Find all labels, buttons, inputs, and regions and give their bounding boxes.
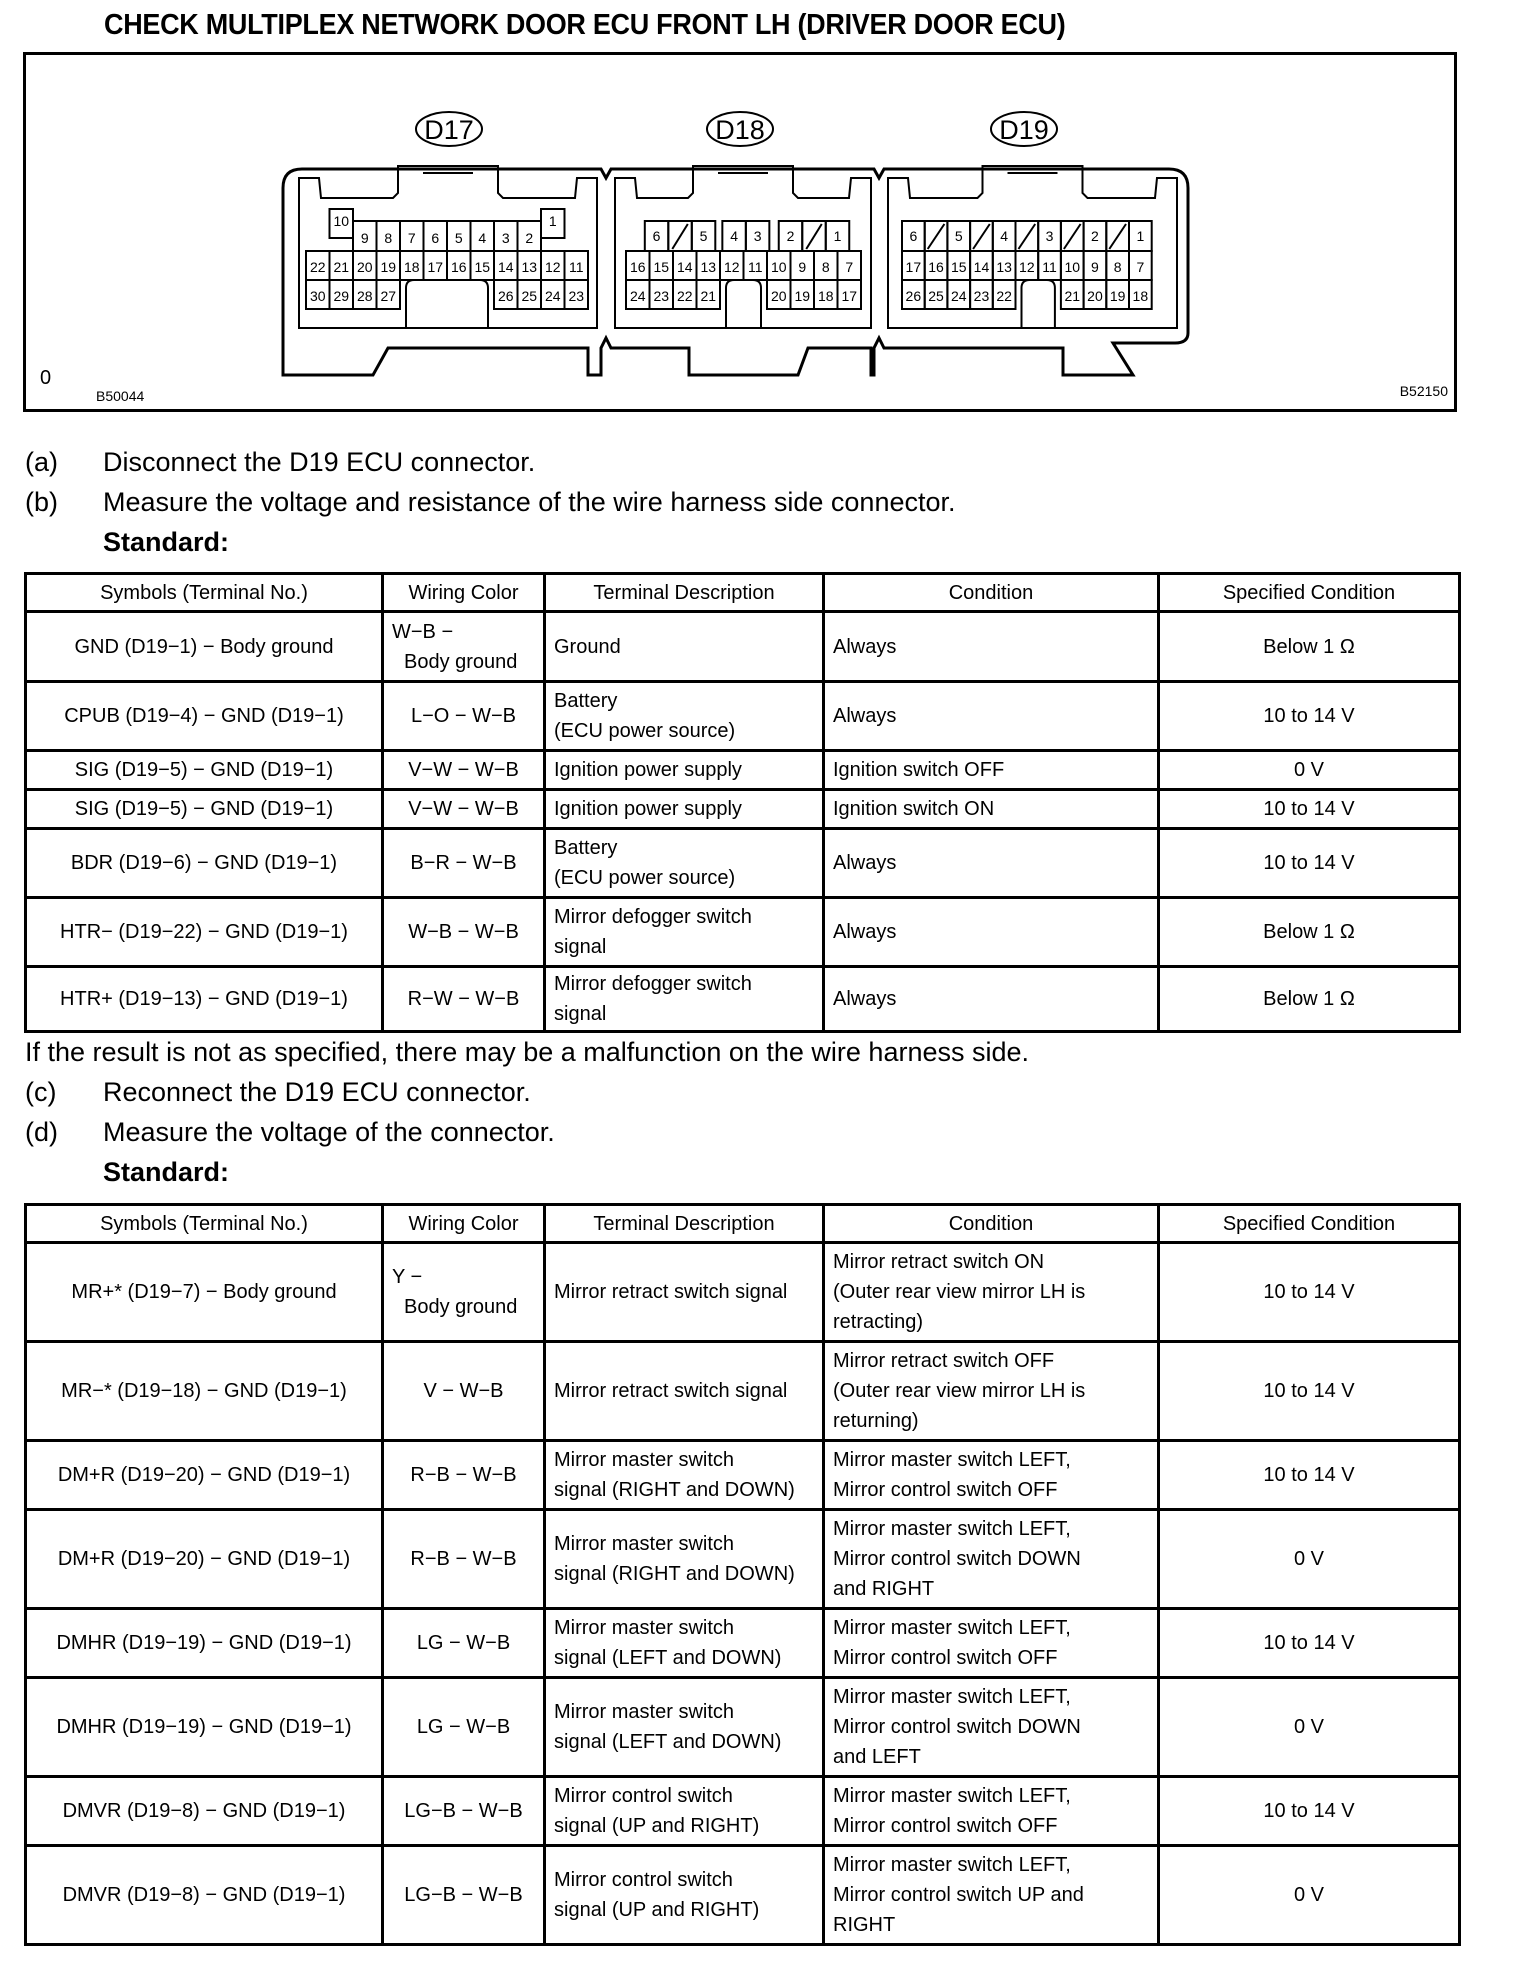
cell-condition-line: Mirror master switch LEFT, bbox=[833, 1617, 1071, 1639]
cell-condition-line: Always bbox=[833, 988, 897, 1010]
cell-condition-line: Mirror control switch DOWN bbox=[833, 1716, 1081, 1738]
pin-number: 8 bbox=[821, 259, 830, 275]
pin-number: 23 bbox=[973, 288, 990, 304]
pin-number: 29 bbox=[333, 288, 350, 304]
cell-condition-line: Mirror retract switch ON bbox=[833, 1251, 1045, 1273]
pin-number: 9 bbox=[798, 259, 807, 275]
cell-condition-line: Always bbox=[833, 635, 897, 658]
pin-number: 11 bbox=[568, 259, 584, 275]
cell-symbol: DMVR (D19−8) − GND (D19−1) bbox=[26, 1846, 383, 1945]
cell-specified-condition: 10 to 14 V bbox=[1159, 829, 1460, 898]
table-row bbox=[26, 829, 1460, 898]
pin-number: 13 bbox=[521, 259, 538, 275]
pin-number: 5 bbox=[699, 228, 708, 244]
spec-table-voltage bbox=[24, 1203, 1461, 1946]
cell-wiring-color bbox=[383, 829, 545, 898]
cell-terminal-description bbox=[545, 1243, 824, 1342]
pin-number: 16 bbox=[928, 259, 944, 275]
pin-number: 23 bbox=[568, 288, 585, 304]
cell-terminal-description-line: signal bbox=[554, 1003, 607, 1025]
cell-wiring-color-line: V−W − W−B bbox=[408, 759, 519, 781]
cell-condition bbox=[824, 1678, 1159, 1777]
cell-condition-line: Mirror master switch LEFT, bbox=[833, 1449, 1071, 1471]
header-symbols: Symbols (Terminal No.) bbox=[26, 1205, 383, 1243]
table-row bbox=[26, 682, 1460, 751]
pin-number: 22 bbox=[996, 288, 1012, 304]
pin-number: 17 bbox=[427, 259, 444, 275]
cell-condition-line: Always bbox=[833, 852, 897, 874]
cell-terminal-description-line: signal (RIGHT and DOWN) bbox=[554, 1479, 795, 1501]
cell-symbol: CPUB (D19−4) − GND (D19−1) bbox=[26, 682, 383, 751]
cell-symbol: DM+R (D19−20) − GND (D19−1) bbox=[26, 1441, 383, 1510]
pin-number: 16 bbox=[629, 259, 646, 275]
pin-number: 6 bbox=[431, 230, 440, 246]
blank-cavity-slash bbox=[1064, 224, 1081, 249]
cell-wiring-color bbox=[383, 967, 545, 1032]
cell-condition-line: Mirror master switch LEFT, bbox=[833, 1785, 1071, 1807]
page-title: CHECK MULTIPLEX NETWORK DOOR ECU FRONT LH (DRIVER DOOR ECU) bbox=[104, 9, 1066, 41]
key-notch bbox=[1022, 280, 1055, 328]
header-terminal-description: Terminal Description bbox=[545, 1205, 824, 1243]
pin-number: 27 bbox=[380, 288, 397, 304]
pin-number: 30 bbox=[309, 288, 326, 304]
cell-condition-line: Mirror control switch OFF bbox=[833, 1479, 1058, 1501]
header-specified-condition: Specified Condition bbox=[1159, 574, 1460, 612]
header-terminal-description: Terminal Description bbox=[545, 574, 824, 612]
cell-condition bbox=[824, 682, 1159, 751]
cell-condition-line: Always bbox=[833, 921, 897, 943]
cell-symbol: DMHR (D19−19) − GND (D19−1) bbox=[26, 1678, 383, 1777]
pin-number: 15 bbox=[950, 259, 967, 275]
pin-number: 2 bbox=[1091, 228, 1099, 244]
cell-specified-condition: Below 1 Ω bbox=[1159, 967, 1460, 1032]
pin-number: 3 bbox=[753, 228, 762, 244]
cell-terminal-description-line: (ECU power source) bbox=[554, 720, 736, 742]
connector-drawing bbox=[3, 3, 1520, 423]
cell-wiring-color-line: LG−B − W−B bbox=[404, 1800, 523, 1822]
cell-wiring-color-line: R−B − W−B bbox=[410, 1464, 517, 1486]
table-row bbox=[26, 1609, 1460, 1678]
cell-condition bbox=[824, 1510, 1159, 1609]
table-row bbox=[26, 1777, 1460, 1846]
cell-wiring-color-line: V − W−B bbox=[423, 1380, 504, 1402]
cell-wiring-color bbox=[383, 1510, 545, 1609]
pin-number: 4 bbox=[478, 230, 487, 246]
pin-number: 22 bbox=[309, 259, 326, 275]
cell-terminal-description-line: Mirror master switch bbox=[554, 1617, 735, 1639]
blank-cavity-slash bbox=[672, 224, 688, 249]
table-row bbox=[26, 967, 1460, 1032]
step-text: Measure the voltage and resistance of the wire harness side connector. bbox=[103, 487, 956, 517]
header-symbols: Symbols (Terminal No.) bbox=[26, 574, 383, 612]
cell-terminal-description-line: signal (LEFT and DOWN) bbox=[554, 1731, 782, 1753]
pin-number: 20 bbox=[770, 288, 787, 304]
cell-wiring-color bbox=[383, 751, 545, 790]
cell-terminal-description-line: Mirror defogger switch bbox=[554, 973, 752, 995]
pin-number: 19 bbox=[1109, 288, 1126, 304]
cell-specified-condition: 10 to 14 V bbox=[1159, 1243, 1460, 1342]
cell-terminal-description-line: signal (LEFT and DOWN) bbox=[554, 1647, 782, 1669]
cell-terminal-description bbox=[545, 1441, 824, 1510]
standard-heading-1: Standard: bbox=[103, 527, 230, 557]
pin-number: 8 bbox=[1113, 259, 1122, 275]
cell-condition bbox=[824, 751, 1159, 790]
cell-terminal-description bbox=[545, 751, 824, 790]
step-c bbox=[25, 1077, 531, 1108]
step-label: (b) bbox=[25, 487, 58, 517]
cell-condition bbox=[824, 1609, 1159, 1678]
pin-number: 2 bbox=[786, 228, 795, 244]
blank-cavity-slash bbox=[806, 224, 822, 249]
cell-terminal-description bbox=[545, 612, 824, 682]
step-label: (d) bbox=[25, 1117, 58, 1147]
cell-condition-line: Mirror retract switch OFF bbox=[833, 1350, 1055, 1372]
cell-terminal-description-line: Ignition power supply bbox=[554, 798, 742, 820]
pin-number: 6 bbox=[652, 228, 661, 244]
cell-condition bbox=[824, 829, 1159, 898]
cell-wiring-color bbox=[383, 1846, 545, 1945]
step-d bbox=[25, 1117, 555, 1148]
table-row bbox=[26, 1441, 1460, 1510]
figure-code-right: B52150 bbox=[1399, 383, 1448, 399]
cell-condition bbox=[824, 612, 1159, 682]
cell-condition-line: and RIGHT bbox=[833, 1578, 935, 1600]
cell-condition bbox=[824, 1777, 1159, 1846]
cell-condition-line: Ignition switch ON bbox=[833, 798, 995, 820]
pin-number: 15 bbox=[653, 259, 670, 275]
cell-condition-line: Mirror master switch LEFT, bbox=[833, 1686, 1071, 1708]
key-notch bbox=[726, 280, 761, 328]
cell-condition-line: retracting) bbox=[833, 1311, 924, 1333]
pin-number: 14 bbox=[497, 259, 514, 275]
cell-terminal-description-line: Mirror retract switch signal bbox=[554, 1380, 788, 1402]
cell-terminal-description-line: Mirror defogger switch bbox=[554, 906, 752, 928]
cell-terminal-description bbox=[545, 1777, 824, 1846]
cell-wiring-color-line: W−B − bbox=[392, 620, 454, 643]
table-row bbox=[26, 790, 1460, 829]
cell-condition bbox=[824, 790, 1159, 829]
cell-condition bbox=[824, 1846, 1159, 1945]
pin-number: 21 bbox=[1064, 288, 1081, 304]
cell-terminal-description-line: Mirror retract switch signal bbox=[554, 1281, 788, 1303]
cell-terminal-description bbox=[545, 1609, 824, 1678]
cell-condition-line: Mirror master switch LEFT, bbox=[833, 1518, 1071, 1540]
cell-terminal-description bbox=[545, 829, 824, 898]
cell-wiring-color bbox=[383, 790, 545, 829]
cell-terminal-description bbox=[545, 967, 824, 1032]
cell-condition-line: (Outer rear view mirror LH is bbox=[833, 1281, 1086, 1303]
cell-specified-condition: Below 1 Ω bbox=[1159, 898, 1460, 967]
pin-number: 22 bbox=[676, 288, 693, 304]
cell-terminal-description bbox=[545, 1342, 824, 1441]
header-condition: Condition bbox=[824, 574, 1159, 612]
cell-symbol: MR+* (D19−7) − Body ground bbox=[26, 1243, 383, 1342]
pin-number: 2 bbox=[525, 230, 534, 246]
cell-wiring-color-line: Body ground bbox=[404, 650, 518, 673]
pin-number: 24 bbox=[950, 288, 967, 304]
cell-wiring-color-line: LG−B − W−B bbox=[404, 1884, 523, 1906]
pin-number: 25 bbox=[521, 288, 538, 304]
pin-number: 23 bbox=[653, 288, 670, 304]
cell-condition bbox=[824, 1441, 1159, 1510]
cell-wiring-color bbox=[383, 1441, 545, 1510]
pin-number: 11 bbox=[1042, 259, 1057, 275]
pin-number: 21 bbox=[333, 259, 350, 275]
cell-terminal-description bbox=[545, 898, 824, 967]
cell-wiring-color-line: R−W − W−B bbox=[407, 988, 520, 1010]
corner-mark: 0 bbox=[40, 367, 52, 389]
pin-number: 19 bbox=[380, 259, 397, 275]
pin-number: 10 bbox=[770, 259, 787, 275]
pin-number: 20 bbox=[1087, 288, 1103, 304]
cell-symbol: HTR+ (D19−13) − GND (D19−1) bbox=[26, 967, 383, 1032]
pin-number: 18 bbox=[403, 259, 420, 275]
cell-specified-condition: 10 to 14 V bbox=[1159, 1342, 1460, 1441]
cell-wiring-color bbox=[383, 682, 545, 751]
pin-number: 1 bbox=[548, 213, 557, 229]
step-text: Disconnect the D19 ECU connector. bbox=[103, 447, 536, 477]
pin-number: 1 bbox=[833, 228, 842, 244]
cell-wiring-color-line: V−W − W−B bbox=[408, 798, 519, 820]
pin-number: 4 bbox=[1000, 228, 1009, 244]
cell-terminal-description bbox=[545, 1510, 824, 1609]
pin-number: 10 bbox=[333, 213, 350, 229]
figure-code-left: B50044 bbox=[96, 388, 145, 404]
pin-number: 10 bbox=[1064, 259, 1081, 275]
cell-wiring-color-line: R−B − W−B bbox=[410, 1548, 517, 1570]
pin-number: 7 bbox=[845, 259, 854, 275]
pin-number: 19 bbox=[794, 288, 811, 304]
table-row bbox=[26, 898, 1460, 967]
cell-condition bbox=[824, 1342, 1159, 1441]
cell-terminal-description bbox=[545, 1678, 824, 1777]
cell-wiring-color bbox=[383, 1342, 545, 1441]
table-row bbox=[26, 1342, 1460, 1441]
cell-condition bbox=[824, 898, 1159, 967]
pin-number: 12 bbox=[544, 259, 561, 275]
cell-symbol: HTR− (D19−22) − GND (D19−1) bbox=[26, 898, 383, 967]
pin-number: 26 bbox=[905, 288, 922, 304]
pin-number: 7 bbox=[407, 230, 416, 246]
connector-label: D19 bbox=[999, 115, 1049, 145]
table-row bbox=[26, 1678, 1460, 1777]
cell-specified-condition: 10 to 14 V bbox=[1159, 1441, 1460, 1510]
cell-terminal-description bbox=[545, 1846, 824, 1945]
step-label: (a) bbox=[25, 447, 58, 477]
cell-terminal-description-line: Mirror master switch bbox=[554, 1701, 735, 1723]
cell-symbol: GND (D19−1) − Body ground bbox=[26, 612, 383, 682]
cell-symbol: DMVR (D19−8) − GND (D19−1) bbox=[26, 1777, 383, 1846]
pin-number: 6 bbox=[909, 228, 918, 244]
cell-terminal-description-line: signal bbox=[554, 936, 607, 958]
cell-wiring-color-line: Body ground bbox=[404, 1296, 518, 1318]
step-label: (c) bbox=[25, 1077, 57, 1107]
cell-symbol: BDR (D19−6) − GND (D19−1) bbox=[26, 829, 383, 898]
step-text: Reconnect the D19 ECU connector. bbox=[103, 1077, 531, 1107]
cell-terminal-description-line: Ground bbox=[554, 635, 621, 658]
cell-symbol: SIG (D19−5) − GND (D19−1) bbox=[26, 751, 383, 790]
cell-terminal-description-line: Mirror control switch bbox=[554, 1869, 733, 1891]
cell-wiring-color-line: B−R − W−B bbox=[410, 852, 517, 874]
cell-terminal-description-line: signal (RIGHT and DOWN) bbox=[554, 1563, 795, 1585]
cell-specified-condition: 10 to 14 V bbox=[1159, 682, 1460, 751]
cell-terminal-description-line: Mirror master switch bbox=[554, 1449, 735, 1471]
pin-number: 17 bbox=[841, 288, 858, 304]
cell-condition-line: Mirror control switch OFF bbox=[833, 1815, 1058, 1837]
pin-number: 26 bbox=[497, 288, 514, 304]
cell-specified-condition: 0 V bbox=[1159, 1510, 1460, 1609]
pin-number: 21 bbox=[700, 288, 717, 304]
cell-condition-line: returning) bbox=[833, 1410, 919, 1432]
header-wiring-color: Wiring Color bbox=[383, 574, 545, 612]
cell-terminal-description-line: Battery bbox=[554, 837, 618, 859]
result-note: If the result is not as specified, there may be a malfunction on the wire harness side. bbox=[25, 1037, 1030, 1067]
step-b bbox=[25, 487, 956, 518]
cell-wiring-color-line: LG − W−B bbox=[416, 1632, 511, 1654]
cell-wiring-color bbox=[383, 1678, 545, 1777]
header-wiring-color: Wiring Color bbox=[383, 1205, 545, 1243]
blank-cavity-slash bbox=[1109, 224, 1126, 249]
cell-specified-condition: 0 V bbox=[1159, 751, 1460, 790]
cell-specified-condition: 0 V bbox=[1159, 1678, 1460, 1777]
pin-number: 16 bbox=[450, 259, 467, 275]
cell-symbol: DM+R (D19−20) − GND (D19−1) bbox=[26, 1510, 383, 1609]
cell-terminal-description-line: Mirror control switch bbox=[554, 1785, 733, 1807]
standard-heading-2: Standard: bbox=[103, 1157, 230, 1187]
cell-terminal-description-line: Mirror master switch bbox=[554, 1533, 735, 1555]
cell-wiring-color bbox=[383, 1777, 545, 1846]
cell-specified-condition: 10 to 14 V bbox=[1159, 790, 1460, 829]
pin-number: 1 bbox=[1136, 228, 1145, 244]
pin-number: 12 bbox=[723, 259, 740, 275]
pin-number: 25 bbox=[928, 288, 944, 304]
pin-number: 11 bbox=[747, 259, 763, 275]
pin-number: 20 bbox=[356, 259, 373, 275]
cell-condition-line: Mirror control switch UP and bbox=[833, 1884, 1084, 1906]
pin-number: 8 bbox=[384, 230, 393, 246]
cell-condition-line: Mirror master switch LEFT, bbox=[833, 1854, 1071, 1876]
pin-number: 7 bbox=[1136, 259, 1145, 275]
cell-condition-line: Mirror control switch DOWN bbox=[833, 1548, 1081, 1570]
pin-number: 5 bbox=[954, 228, 963, 244]
cell-terminal-description-line: signal (UP and RIGHT) bbox=[554, 1899, 760, 1921]
table-row bbox=[26, 612, 1460, 682]
pin-number: 3 bbox=[501, 230, 510, 246]
cell-condition-line: Mirror control switch OFF bbox=[833, 1647, 1058, 1669]
pin-number: 13 bbox=[700, 259, 717, 275]
pin-number: 18 bbox=[817, 288, 834, 304]
cell-condition bbox=[824, 967, 1159, 1032]
pin-number: 12 bbox=[1019, 259, 1035, 275]
pin-number: 24 bbox=[544, 288, 561, 304]
cell-symbol: DMHR (D19−19) − GND (D19−1) bbox=[26, 1609, 383, 1678]
table-row bbox=[26, 1846, 1460, 1945]
cell-specified-condition: 10 to 14 V bbox=[1159, 1609, 1460, 1678]
table-row bbox=[26, 1510, 1460, 1609]
pin-number: 5 bbox=[454, 230, 463, 246]
step-text: Measure the voltage of the connector. bbox=[103, 1117, 555, 1147]
blank-cavity-slash bbox=[928, 224, 945, 249]
cell-wiring-color bbox=[383, 1609, 545, 1678]
cell-wiring-color-line: L−O − W−B bbox=[410, 705, 517, 727]
cell-specified-condition: 0 V bbox=[1159, 1846, 1460, 1945]
cell-wiring-color bbox=[383, 898, 545, 967]
cell-condition-line: and LEFT bbox=[833, 1746, 921, 1768]
cell-wiring-color bbox=[383, 1243, 545, 1342]
table-header-row bbox=[26, 574, 1460, 612]
cell-condition-line: RIGHT bbox=[833, 1914, 896, 1936]
connector-label: D17 bbox=[424, 115, 474, 145]
spec-table-harness bbox=[24, 572, 1461, 1033]
cell-condition-line: Always bbox=[833, 705, 897, 727]
pin-number: 14 bbox=[676, 259, 693, 275]
cell-terminal-description-line: Battery bbox=[554, 690, 618, 712]
header-specified-condition: Specified Condition bbox=[1159, 1205, 1460, 1243]
blank-cavity-slash bbox=[1019, 224, 1036, 249]
pin-number: 14 bbox=[973, 259, 990, 275]
cell-symbol: SIG (D19−5) − GND (D19−1) bbox=[26, 790, 383, 829]
cell-symbol: MR−* (D19−18) − GND (D19−1) bbox=[26, 1342, 383, 1441]
pin-number: 13 bbox=[996, 259, 1012, 275]
pin-number: 3 bbox=[1045, 228, 1054, 244]
cell-terminal-description-line: Ignition power supply bbox=[554, 759, 742, 781]
pin-number: 4 bbox=[730, 228, 738, 244]
cell-specified-condition: 10 to 14 V bbox=[1159, 1777, 1460, 1846]
pin-number: 15 bbox=[474, 259, 491, 275]
cell-terminal-description-line: signal (UP and RIGHT) bbox=[554, 1815, 760, 1837]
cell-terminal-description-line: (ECU power source) bbox=[554, 867, 736, 889]
cell-wiring-color-line: W−B − W−B bbox=[408, 921, 519, 943]
cell-condition bbox=[824, 1243, 1159, 1342]
cell-specified-condition: Below 1 Ω bbox=[1159, 612, 1460, 682]
table-header-row bbox=[26, 1205, 1460, 1243]
blank-cavity-slash bbox=[973, 224, 990, 249]
cell-wiring-color-line: LG − W−B bbox=[416, 1716, 511, 1738]
connector-label: D18 bbox=[715, 115, 765, 145]
cell-wiring-color-line: Y − bbox=[392, 1266, 423, 1288]
cell-wiring-color bbox=[383, 612, 545, 682]
step-a bbox=[25, 447, 535, 478]
cell-condition-line: Ignition switch OFF bbox=[833, 759, 1005, 781]
cell-terminal-description bbox=[545, 790, 824, 829]
pin-number: 9 bbox=[1091, 259, 1099, 275]
table-row bbox=[26, 751, 1460, 790]
pin-number: 28 bbox=[356, 288, 373, 304]
pin-number: 18 bbox=[1132, 288, 1149, 304]
pin-number: 17 bbox=[905, 259, 922, 275]
table-row bbox=[26, 1243, 1460, 1342]
cell-condition-line: (Outer rear view mirror LH is bbox=[833, 1380, 1086, 1402]
pin-number: 24 bbox=[629, 288, 646, 304]
header-condition: Condition bbox=[824, 1205, 1159, 1243]
key-notch bbox=[406, 280, 488, 328]
connector-diagram bbox=[23, 52, 1457, 412]
pin-number: 9 bbox=[360, 230, 369, 246]
cell-terminal-description bbox=[545, 682, 824, 751]
